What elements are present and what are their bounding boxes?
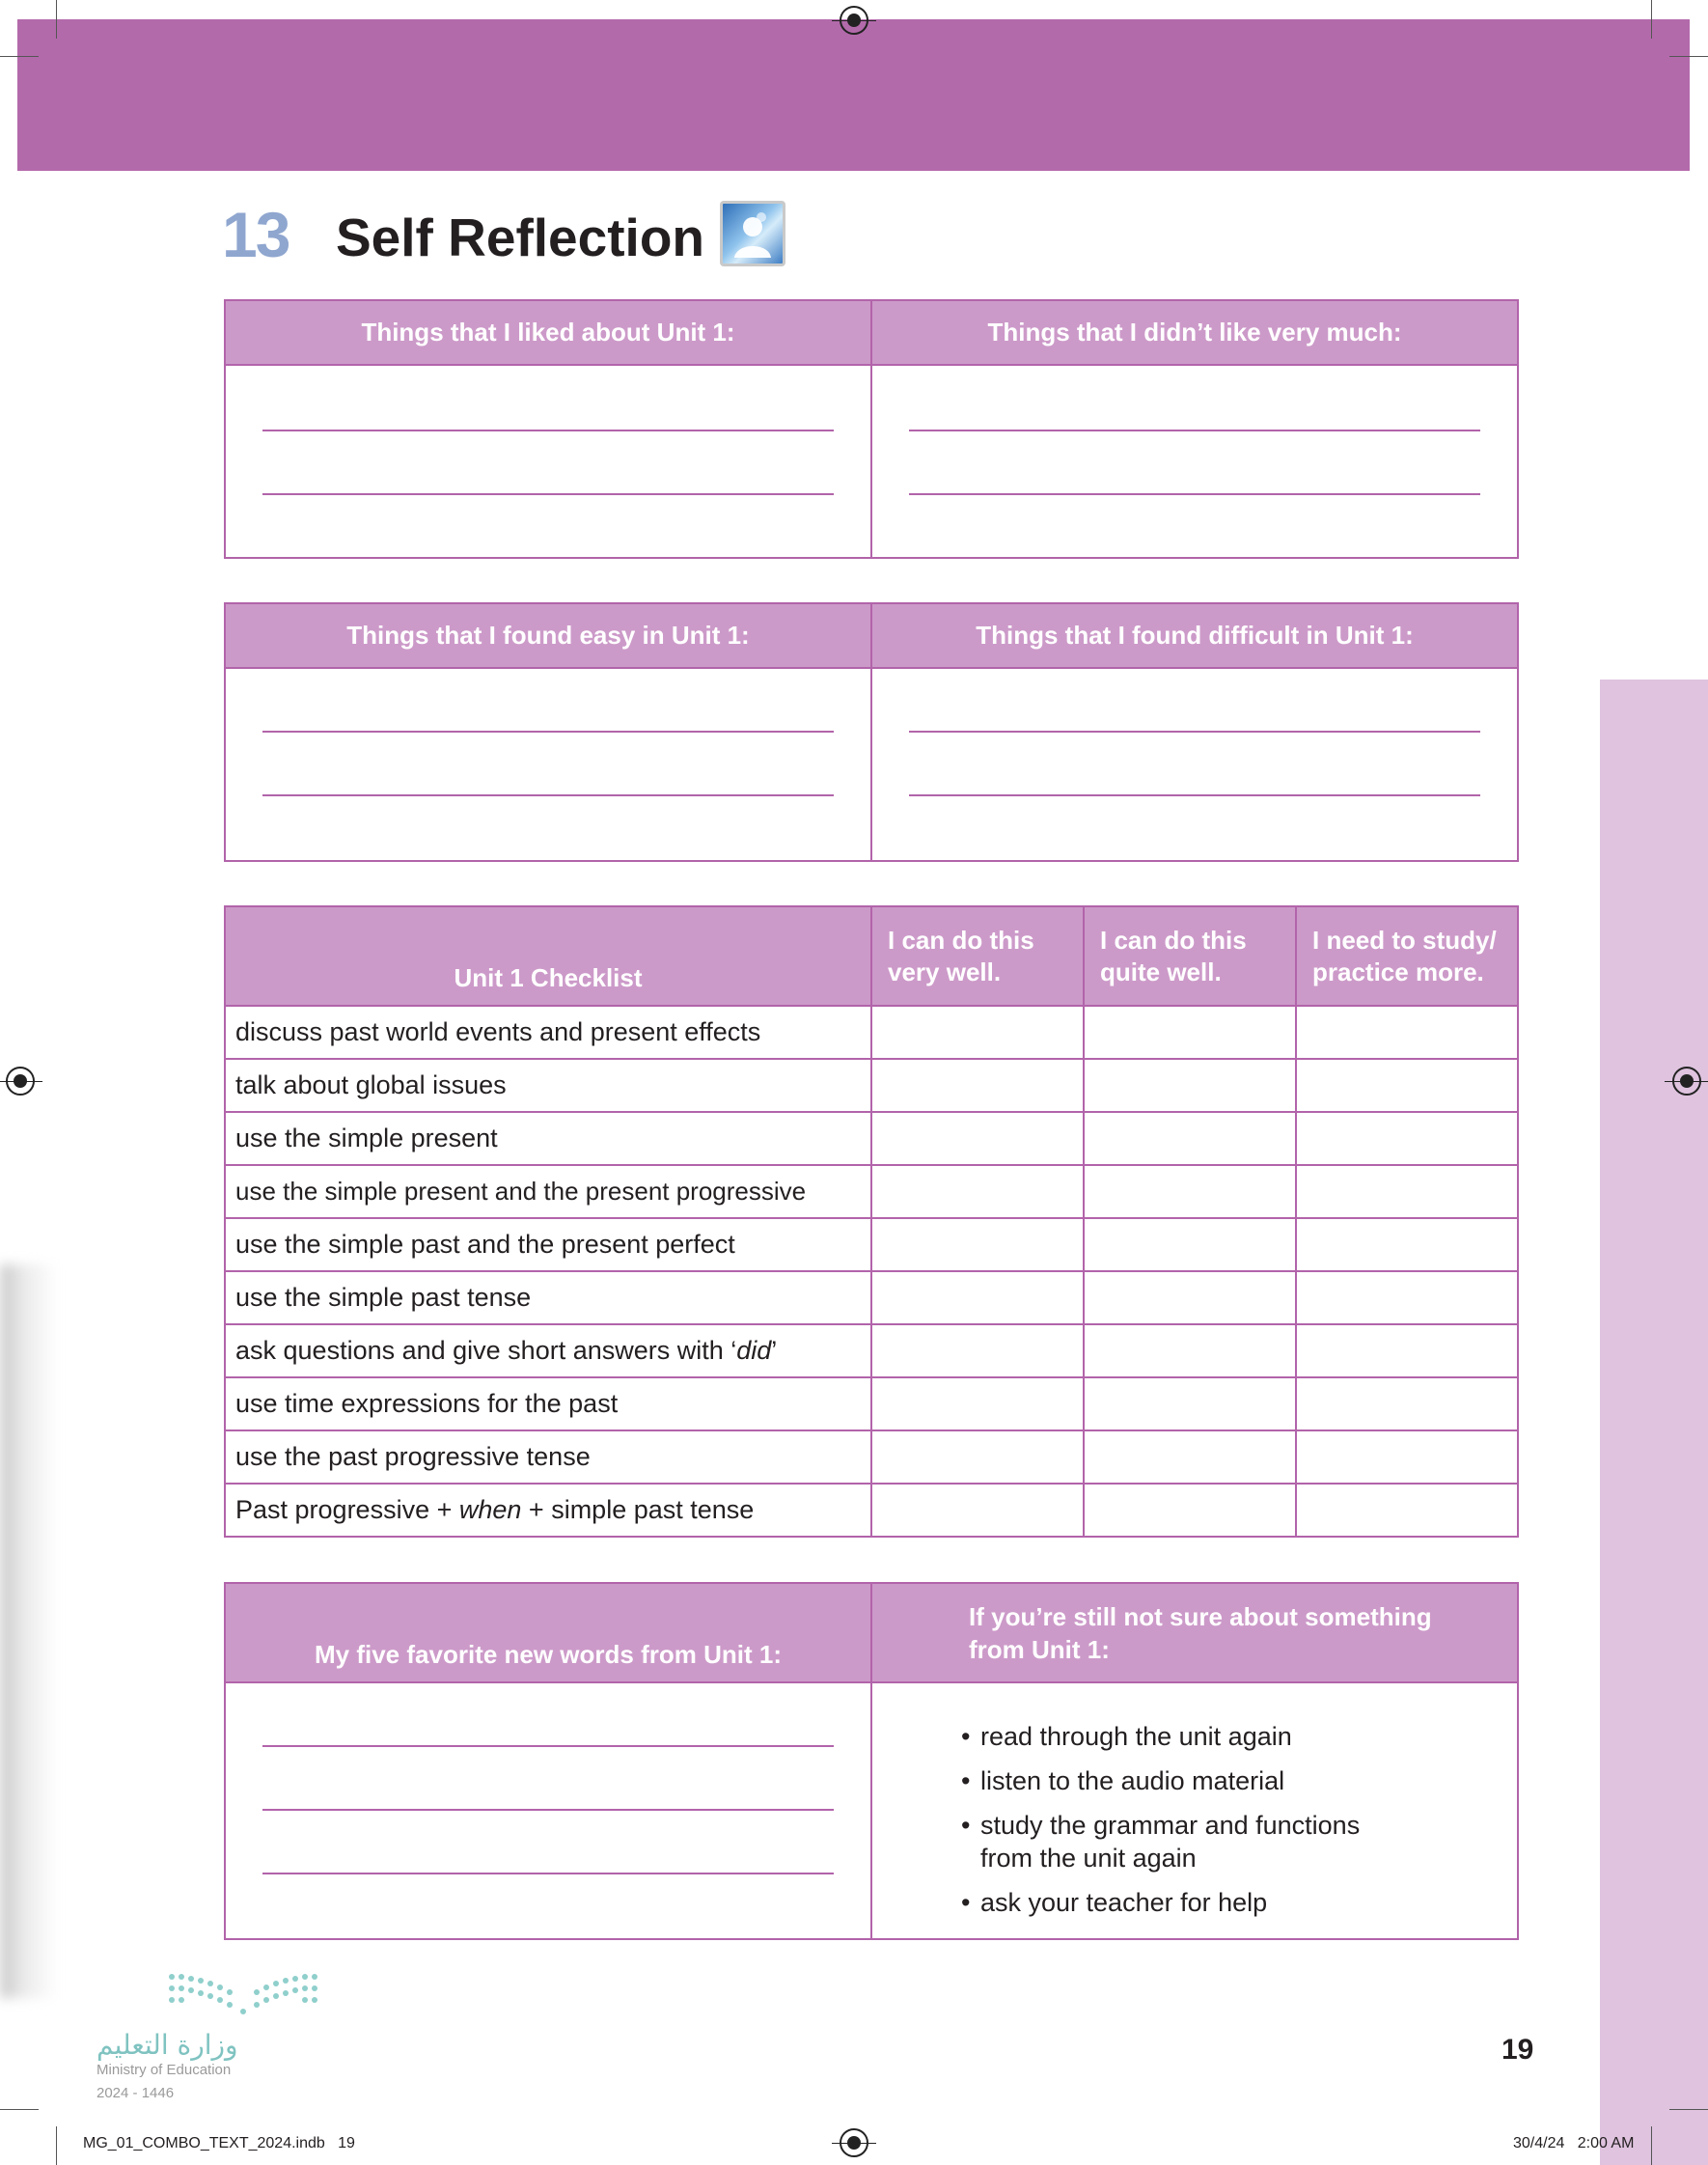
print-slug-date: 30/4/24 2:00 AM [1513, 2135, 1635, 2151]
disliked-header: Things that I didn’t like very much: [871, 300, 1518, 365]
column-quite-well: I can do this quite well. [1084, 906, 1296, 1006]
crop-mark [1651, 2126, 1652, 2165]
checklist-row [225, 1430, 1518, 1484]
write-line [909, 493, 1480, 495]
checklist-row [225, 1218, 1518, 1271]
page-edge-shadow [0, 1264, 58, 1998]
write-line [262, 430, 834, 431]
checkbox-need-study[interactable] [1296, 1112, 1518, 1165]
write-line [262, 1745, 834, 1747]
checkbox-quite-well[interactable] [1084, 1430, 1296, 1484]
easy-header: Things that I found easy in Unit 1: [225, 603, 871, 668]
checkbox-very-well[interactable] [871, 1059, 1084, 1112]
checkbox-quite-well[interactable] [1084, 1006, 1296, 1059]
checklist-title: Unit 1 Checklist [225, 906, 871, 1006]
write-line [262, 794, 834, 796]
checklist-row [225, 1006, 1518, 1059]
side-strip [1600, 680, 1708, 2165]
checklist-item: use the simple present [225, 1112, 871, 1165]
checkbox-very-well[interactable] [871, 1430, 1084, 1484]
checkbox-very-well[interactable] [871, 1324, 1084, 1377]
registration-mark-icon [840, 6, 868, 35]
tips-area [871, 1682, 1518, 1939]
checkbox-need-study[interactable] [1296, 1006, 1518, 1059]
checkbox-quite-well[interactable] [1084, 1218, 1296, 1271]
checkbox-quite-well[interactable] [1084, 1059, 1296, 1112]
checklist-item: Past progressive + when + simple past tense [225, 1484, 871, 1537]
checklist-item: use the simple present and the present progressive [225, 1165, 871, 1218]
checklist-item: use the simple past tense [225, 1271, 871, 1324]
checkbox-quite-well[interactable] [1084, 1271, 1296, 1324]
write-line [909, 731, 1480, 733]
liked-write-area[interactable] [225, 365, 871, 558]
checkbox-need-study[interactable] [1296, 1484, 1518, 1537]
list-item: • read through the unit again [961, 1720, 1386, 1753]
checkbox-very-well[interactable] [871, 1165, 1084, 1218]
ministry-logo-arabic: وزارة التعليم [96, 2029, 238, 2061]
section-number: 13 [222, 199, 289, 270]
crop-mark [1651, 0, 1652, 39]
easy-write-area[interactable] [225, 668, 871, 861]
favorite-words-table [224, 1582, 1519, 1940]
difficult-write-area[interactable] [871, 668, 1518, 861]
crop-mark [0, 56, 39, 57]
checklist-item: use the simple past and the present perfect [225, 1218, 871, 1271]
disliked-write-area[interactable] [871, 365, 1518, 558]
liked-header: Things that I liked about Unit 1: [225, 300, 871, 365]
print-slug-file: MG_01_COMBO_TEXT_2024.indb 19 [83, 2135, 355, 2151]
checklist-row [225, 1377, 1518, 1430]
checklist-item: talk about global issues [225, 1059, 871, 1112]
list-item: • study the grammar and functions from the unit again [961, 1809, 1386, 1874]
checkbox-quite-well[interactable] [1084, 1165, 1296, 1218]
unit-checklist-table [224, 905, 1519, 1538]
column-very-well: I can do this very well. [871, 906, 1084, 1006]
favorite-words-write-area[interactable] [225, 1682, 871, 1939]
difficult-header: Things that I found difficult in Unit 1: [871, 603, 1518, 668]
not-sure-header: If you’re still not sure about something from Unit 1: [871, 1583, 1518, 1682]
tips-list [961, 1720, 1386, 1930]
checklist-row [225, 1112, 1518, 1165]
checkbox-need-study[interactable] [1296, 1324, 1518, 1377]
list-item: • listen to the audio material [961, 1764, 1386, 1797]
header-band [17, 19, 1690, 171]
checkbox-need-study[interactable] [1296, 1430, 1518, 1484]
write-line [262, 1873, 834, 1874]
checklist-item: use the past progressive tense [225, 1430, 871, 1484]
checklist-row [225, 1271, 1518, 1324]
checklist-row [225, 1324, 1518, 1377]
checklist-item: use time expressions for the past [225, 1377, 871, 1430]
crop-mark [56, 0, 57, 39]
checklist-row [225, 1484, 1518, 1537]
ministry-logo-english: Ministry of Education [96, 2062, 232, 2078]
checkbox-quite-well[interactable] [1084, 1377, 1296, 1430]
checklist-item: discuss past world events and present effects [225, 1006, 871, 1059]
liked-table [224, 299, 1519, 559]
checkbox-need-study[interactable] [1296, 1165, 1518, 1218]
registration-mark-icon [6, 1067, 35, 1096]
page-number: 19 [1501, 2034, 1534, 2066]
write-line [262, 493, 834, 495]
checkbox-need-study[interactable] [1296, 1059, 1518, 1112]
crop-mark [1669, 56, 1708, 57]
favorite-words-header: My five favorite new words from Unit 1: [225, 1583, 871, 1682]
checkbox-very-well[interactable] [871, 1484, 1084, 1537]
registration-mark-icon [1672, 1067, 1701, 1096]
crop-mark [0, 2109, 39, 2110]
crop-mark [1669, 2109, 1708, 2110]
checkbox-quite-well[interactable] [1084, 1484, 1296, 1537]
checkbox-very-well[interactable] [871, 1112, 1084, 1165]
self-reflection-icon [720, 201, 785, 266]
checkbox-need-study[interactable] [1296, 1218, 1518, 1271]
crop-mark [56, 2126, 57, 2165]
column-need-study: I need to study/ practice more. [1296, 906, 1518, 1006]
checklist-row [225, 1059, 1518, 1112]
write-line [262, 1809, 834, 1811]
write-line [909, 794, 1480, 796]
registration-mark-icon [840, 2128, 868, 2157]
checkbox-very-well[interactable] [871, 1218, 1084, 1271]
checkbox-very-well[interactable] [871, 1271, 1084, 1324]
write-line [909, 430, 1480, 431]
list-item: • ask your teacher for help [961, 1886, 1386, 1919]
ministry-logo-dots-icon [166, 1969, 320, 2022]
checkbox-quite-well[interactable] [1084, 1324, 1296, 1377]
checkbox-need-study[interactable] [1296, 1377, 1518, 1430]
checklist-item: ask questions and give short answers with ‘did’ [225, 1324, 871, 1377]
checkbox-need-study[interactable] [1296, 1271, 1518, 1324]
easy-table [224, 602, 1519, 862]
checkbox-very-well[interactable] [871, 1006, 1084, 1059]
write-line [262, 731, 834, 733]
checkbox-very-well[interactable] [871, 1377, 1084, 1430]
ministry-logo-year: 2024 - 1446 [96, 2085, 175, 2101]
page-title: Self Reflection [336, 208, 705, 267]
checklist-row [225, 1165, 1518, 1218]
checkbox-quite-well[interactable] [1084, 1112, 1296, 1165]
